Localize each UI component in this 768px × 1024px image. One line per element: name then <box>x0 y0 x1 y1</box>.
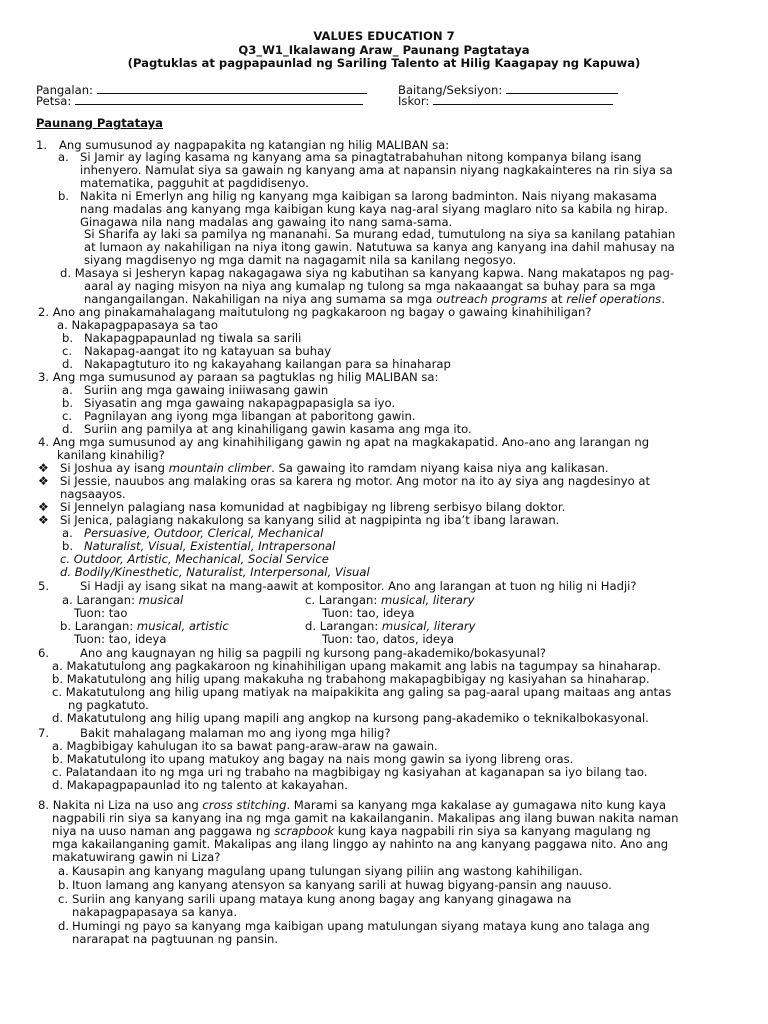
q7-a[interactable]: a. Magbibigay kahulugan ito sa bawat pang-araw-araw na gawain. <box>52 739 438 753</box>
q8-stem3-start: niya na uuso naman ang paggawa ng <box>52 824 275 838</box>
q6-a[interactable]: a. Makatutulong ang pagkakaroon ng kinahihiligan upang makamit ang labis na tagumpay sa hinaharap. <box>52 659 661 673</box>
diamond-bullet-icon: ❖ <box>38 474 49 488</box>
q1-d-line2: aaral ay naging misyon na niya ang kumalap ng tulong sa mga nakaaangat sa buhay para sa mga <box>84 279 656 293</box>
q8-stem-line2: nagpabili rin siya sa kanyang ina ng mga gamit na kakailanganin. Makalipas ang ilang buwan nakita naman <box>52 811 679 825</box>
q3-c-label[interactable]: c. <box>62 409 73 423</box>
q8-d-line2: nararapat na pagtuunan ng pansin. <box>72 932 279 946</box>
q7-d[interactable]: d. Makapagpapaunlad ito ng talento at kakayahan. <box>52 778 348 792</box>
q4-c[interactable]: c. Outdoor, Artistic, Mechanical, Social Service <box>60 552 329 566</box>
diamond-bullet-icon: ❖ <box>38 513 49 527</box>
q4-bullet2-line2: nagsaayos. <box>60 487 126 501</box>
q1-a-line3: matematika, pagguhit at pagdidisenyo. <box>80 176 309 190</box>
q8-d-label[interactable]: d. <box>58 919 70 933</box>
q4-bullet2-line1: Si Jessie, nauubos ang malaking oras sa karera ng motor. Ang motor na ito ay siya ang nagdesinyo at <box>60 474 651 488</box>
q4-bullet1-text: Si Joshua ay isang <box>60 461 169 475</box>
q8-a-label[interactable]: a. <box>58 864 69 878</box>
q5-d-value: musical, literary <box>381 619 476 633</box>
q2-c: Nakapag-aangat ito ng katayuan sa buhay <box>84 344 332 358</box>
q5-a-line2: Tuon: tao <box>74 606 128 620</box>
q1-d-at: at <box>547 292 567 306</box>
petsa-label: Petsa: <box>36 94 72 108</box>
q7-stem: Bakit mahalagang malaman mo ang iyong mga hilig? <box>80 726 391 740</box>
q1-c-line1: Si Sharifa ay laki sa pamilya ng mananahi. Sa murang edad, tumutulong na siya sa kanilang patahian <box>84 227 676 241</box>
q4-bullet1-italic: mountain climber <box>168 461 272 475</box>
q5-c-line2: Tuon: tao, ideya <box>322 606 415 620</box>
q6-d[interactable]: d. Makatutulong ang hilig upang mapili ang angkop na kursong pang-akademiko o teknikalbokasyonal. <box>52 711 649 725</box>
q2-d-label[interactable]: d. <box>62 357 74 371</box>
q2-c-label[interactable]: c. <box>62 344 73 358</box>
q4-bullet3: Si Jennelyn palagiang nasa komunidad at nagbibigay ng libreng serbisyo bilang doktor. <box>60 500 566 514</box>
iskor-blank[interactable] <box>433 94 613 105</box>
q8-stem-start: 8. Nakita ni Liza na uso ang <box>38 798 203 812</box>
doc-title: VALUES EDUCATION 7 <box>313 29 455 43</box>
pangalan-blank[interactable] <box>97 83 367 94</box>
q4-bullet4: Si Jenica, palagiang nakakulong sa kanyang silid at nagpipinta ng iba’t ibang larawan. <box>60 513 560 527</box>
q1-b-line2: nang madalas ang kanyang mga kaibigan kung kaya nag-aral siyang maglaro nito sa kabila ng hirap. <box>80 202 668 216</box>
q1-c-line2: at lumaon ay nakahiligan na niya itong gawin. Natutuwa sa kanya ang kanyang ina dahil mahusay na <box>84 240 675 254</box>
baitang-blank[interactable] <box>506 83 618 94</box>
q5-a-larangan: a. Larangan: <box>62 593 139 607</box>
doc-code: Q3_W1_Ikalawang Araw_ Paunang Pagtataya <box>238 43 530 57</box>
q5-a-value: musical <box>138 593 184 607</box>
q5-number: 5. <box>38 579 50 593</box>
q6-number: 6. <box>38 646 50 660</box>
q5-b-value: musical, artistic <box>136 619 229 633</box>
q2-stem: 2. Ano ang pinakamahalagang maitutulong ng pagkakaroon ng bagay o gawaing kinahihiligan? <box>38 305 592 319</box>
q3-stem: 3. Ang mga sumusunod ay paraan sa pagtuklas ng hilig MALIBAN sa: <box>38 370 439 384</box>
q8-b: Ituon lamang ang kanyang atensyon sa kanyang sarili at huwag bigyang-pansin ang nauuso. <box>72 878 612 892</box>
q4-b-label[interactable]: b. <box>62 539 74 553</box>
q4-d[interactable]: d. Bodily/Kinesthetic, Naturalist, Interpersonal, Visual <box>60 565 370 579</box>
q2-a[interactable]: a. Nakapagpapasaya sa tao <box>57 318 218 332</box>
q8-b-label[interactable]: b. <box>58 878 70 892</box>
q1-b-line1: Nakita ni Emerlyn ang hilig ng kanyang mga kaibigan sa larong badminton. Nais niyang makasama <box>80 189 657 203</box>
q8-c-line1: Suriin ang kanyang sarili upang mataya kung anong bagay ang kanyang ginagawa na <box>72 892 572 906</box>
q3-a-label[interactable]: a. <box>62 383 73 397</box>
q8-scrapbook: scrapbook <box>274 824 335 838</box>
q4-bullet1-rest: . Sa gawaing ito ramdam niyang kaisa niya ang kalikasan. <box>271 461 609 475</box>
q4-stem-line1: 4. Ang mga sumusunod ay ang kinahihiligang gawin ng apat na magkakapatid. Ano-ano ang larangan ng <box>38 435 650 449</box>
q8-d-line1: Humingi ng payo sa kanyang mga kaibigan upang matulungan siyang mataya kung ano talaga ang <box>72 919 650 933</box>
q5-d-line2: Tuon: tao, datos, ideya <box>322 632 455 646</box>
q1-c-line3: siyang magdisenyo ng mga damit na nagagamit nila sa kanilang negosyo. <box>84 253 517 267</box>
q2-b: Nakapagpapaunlad ng tiwala sa sarili <box>84 331 302 345</box>
q6-c-line1[interactable]: c. Makatutulong ang hilig upang matiyak na maipakikita ang galing sa pag-aaral upang maitaas ang antas <box>52 685 672 699</box>
q3-b-label[interactable]: b. <box>62 396 74 410</box>
diamond-bullet-icon: ❖ <box>38 500 49 514</box>
q8-stem-line5: makatuwirang gawin ni Liza? <box>52 850 221 864</box>
baitang-label: Baitang/Seksiyon: <box>398 83 503 97</box>
q1-a-line1: Si Jamir ay laging kasama ng kanyang ama sa pinagtatrabahuhan nitong kompanya bilang isang <box>80 150 642 164</box>
q1-stem: Ang sumusunod ay nagpapakita ng katangian ng hilig MALIBAN sa: <box>59 138 450 152</box>
q7-b[interactable]: b. Makatutulong ito upang matukoy ang bagay na nais mong gawin sa iyong libreng oras. <box>52 752 574 766</box>
q3-d-label[interactable]: d. <box>62 422 74 436</box>
q5-b-larangan: b. Larangan: <box>60 619 137 633</box>
q4-a: Persuasive, Outdoor, Clerical, Mechanical <box>84 526 324 540</box>
q8-stem-rest: . Marami sa kanyang mga kakalase ay gumagawa nito kung kaya <box>286 798 667 812</box>
q4-a-label[interactable]: a. <box>62 526 73 540</box>
q8-stem3-rest: kung kaya nagpabili rin siya sa kanyang magulang ng <box>334 824 651 838</box>
diamond-bullet-icon: ❖ <box>38 461 49 475</box>
q3-a: Suriin ang mga gawaing iniiwasang gawin <box>84 383 329 397</box>
q1-d-line1: d. Masaya si Jesheryn kapag nakagagawa siya ng kabutihan sa kanyang kapwa. Nang makatapos ng pag- <box>60 266 675 280</box>
q5-c-value: musical, literary <box>380 593 475 607</box>
section-title: Paunang Pagtataya <box>36 116 163 130</box>
q1-number: 1. <box>36 138 48 152</box>
q1-d-text: nangangailangan. Nakahiligan na niya ang sumama sa mga <box>84 292 437 306</box>
q8-c-label[interactable]: c. <box>58 892 69 906</box>
q6-stem: Ano ang kaugnayan ng hilig sa pagpili ng kursong pang-akademiko/bokasyunal? <box>80 646 547 660</box>
q1-d-period: . <box>661 292 665 306</box>
q8-cross-stitching: cross stitching <box>202 798 287 812</box>
iskor-label: Iskor: <box>398 94 430 108</box>
petsa-blank[interactable] <box>75 94 363 105</box>
q2-b-label[interactable]: b. <box>62 331 74 345</box>
q3-b: Siyasatin ang mga gawaing nakapagpapasigla sa iyo. <box>84 396 396 410</box>
q7-number: 7. <box>38 726 50 740</box>
q3-c: Pagnilayan ang iyong mga libangan at paboritong gawin. <box>84 409 416 423</box>
q1-a-label[interactable]: a. <box>58 150 69 164</box>
q3-d: Suriin ang pamilya at ang kinahiligang gawin kasama ang mga ito. <box>84 422 472 436</box>
q1-b-label[interactable]: b. <box>58 189 70 203</box>
petsa-field[interactable] <box>36 94 363 108</box>
q5-c-larangan: c. Larangan: <box>305 593 381 607</box>
q6-b[interactable]: b. Makatutulong ang hilig upang makakuha ng trabahong makapagbibigay ng kasiyahan sa hinaharap. <box>52 672 650 686</box>
q4-b: Naturalist, Visual, Existential, Intrapersonal <box>84 539 336 553</box>
q1-d-outreach: outreach programs <box>436 292 548 306</box>
q6-c-line2: ng pagkatuto. <box>68 698 149 712</box>
q1-a-line2: inhenyero. Namulat siya sa gawain ng kanyang ama at napansin niyang nagkakainteres na rin siya sa <box>80 163 673 177</box>
q1-b-line3: Ginagawa nila nang madalas ang gawaing ito nang sama-sama. <box>80 215 453 229</box>
q2-d: Nakapagtuturo ito ng kakayahang kailangan para sa hinaharap <box>84 357 451 371</box>
iskor-field[interactable] <box>398 94 613 108</box>
q5-d-larangan: d. Larangan: <box>305 619 382 633</box>
q5-stem: Si Hadji ay isang sikat na mang-aawit at kompositor. Ano ang larangan at tuon ng hilig ni Hadji? <box>80 579 637 593</box>
q8-a: Kausapin ang kanyang magulang upang tulungan siyang piliin ang wastong kahihiligan. <box>72 864 583 878</box>
pangalan-label: Pangalan: <box>36 83 93 97</box>
q1-d-relief: relief operations <box>566 292 662 306</box>
q8-c-line2: nakapagpapasaya sa kanya. <box>72 905 238 919</box>
q4-stem-line2: kanilang kinahilig? <box>57 448 165 462</box>
q7-c[interactable]: c. Palatandaan ito ng mga uri ng trabaho na magbibigay ng kasiyahan at kaganapan sa iyo bilang tao. <box>52 765 648 779</box>
q8-stem-line4: mga kakailanganing gamit. Makalipas ang ilang linggo ay nahinto na ang kanyang paggawa nito. Ano ang <box>52 837 669 851</box>
q5-b-line2: Tuon: tao, ideya <box>74 632 167 646</box>
doc-subtitle: (Pagtuklas at pagpapaunlad ng Sariling Talento at Hilig Kaagapay ng Kapuwa) <box>127 56 641 70</box>
